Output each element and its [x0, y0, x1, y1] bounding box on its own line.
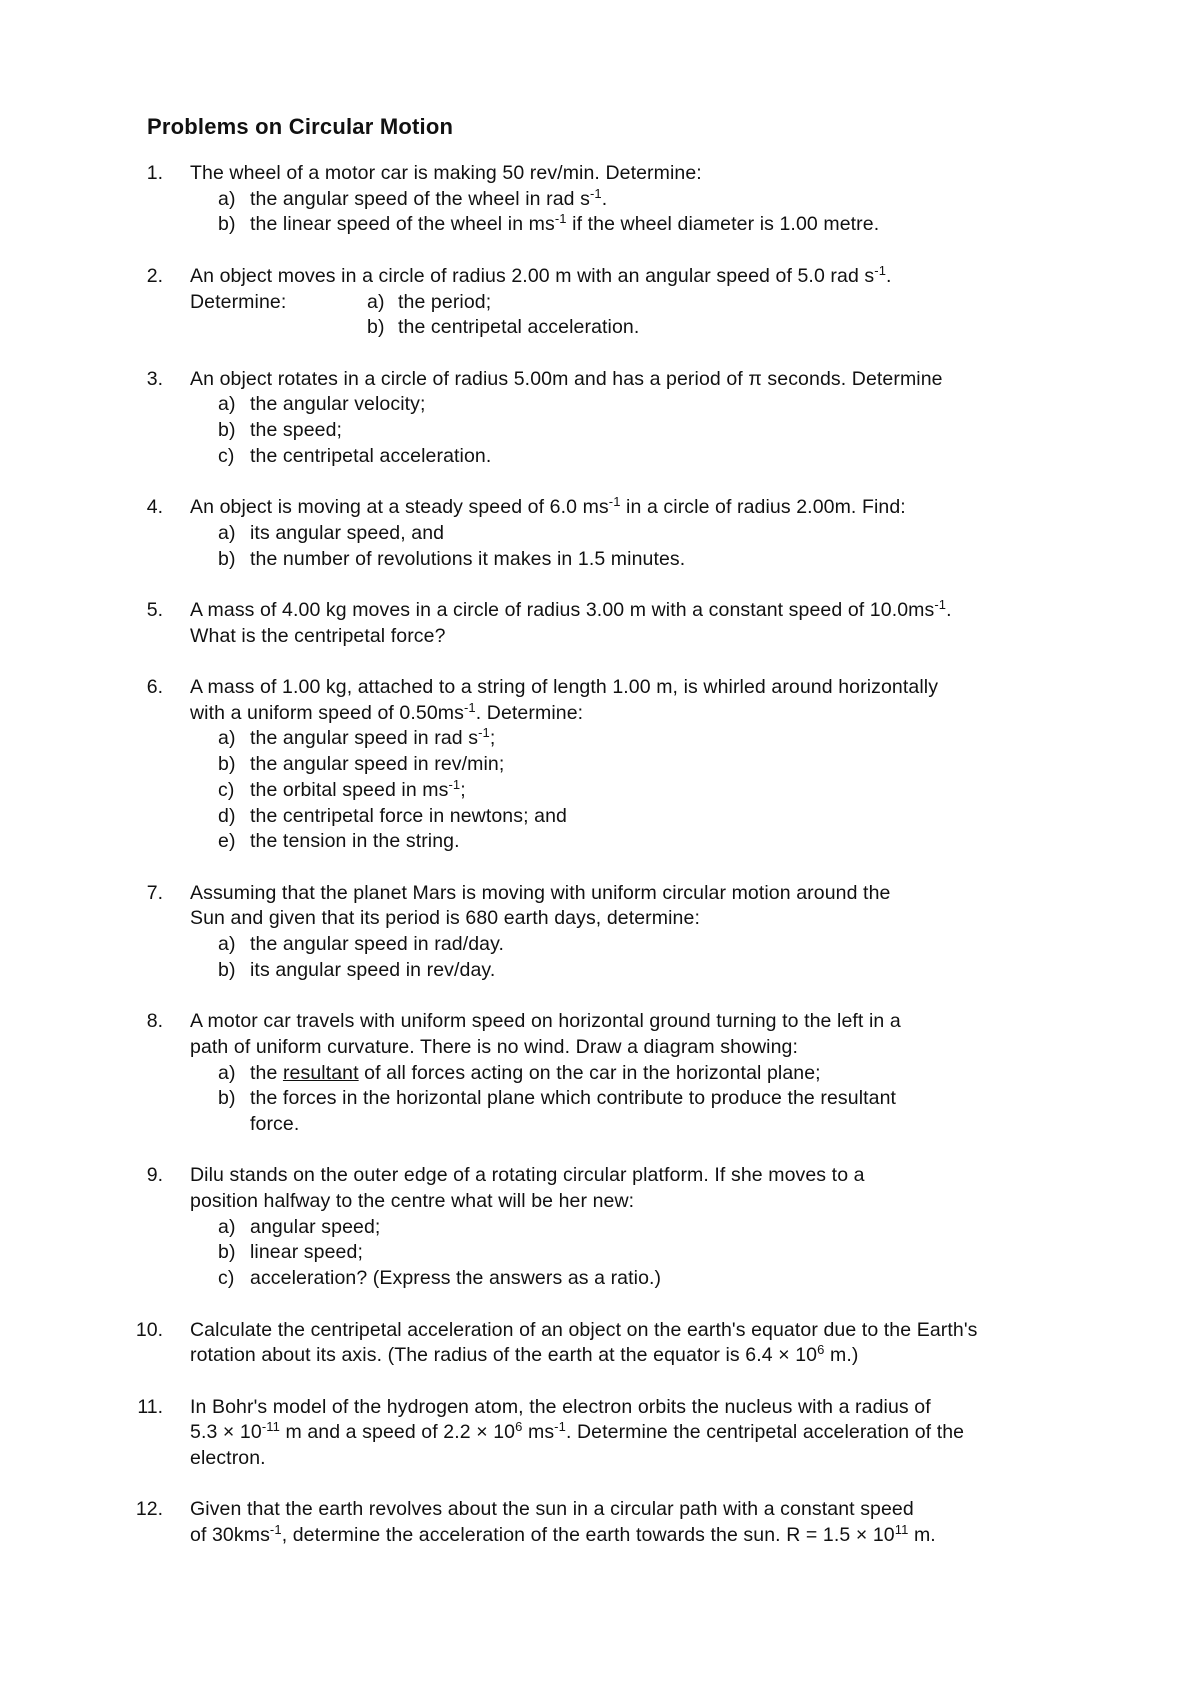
problem-number: 8.: [146, 1010, 163, 1033]
part-text: the centripetal force in newtons; and: [250, 804, 567, 827]
problem-number: 10.: [135, 1318, 163, 1341]
part-label: b): [218, 547, 236, 570]
problem-text-line: of 30kms$^{-1}$, determine the acceleration of the earth towards the sun. $R = 1.5 \times 10^{11}$ m.: [190, 1522, 936, 1547]
problem-number: 6.: [146, 676, 163, 698]
problem-text-line: Calculate the centripetal acceleration of an object on the earth's equator due to the Earth's: [190, 1318, 978, 1341]
problem-text-line: The wheel of a motor car is making 50 rev/min. Determine:: [190, 162, 702, 184]
part-text: the orbital speed in $ms^{-1}$;: [250, 776, 466, 801]
part-text: the angular speed in rev/min;: [250, 753, 505, 776]
problem-number: 4.: [146, 496, 163, 519]
part-label: a): [367, 290, 385, 313]
part-label: a): [218, 727, 236, 750]
part-label: c): [218, 1267, 235, 1290]
problem-number: 12.: [135, 1498, 163, 1521]
underlined-word: resultant: [282, 1061, 359, 1084]
problem-text-line: An object is moving at a steady speed of 6.0 $ms^{-1}$ in a circle of radius 2.00m. Find:: [190, 494, 906, 519]
part-text-continuation: force.: [250, 1112, 300, 1135]
problem-number: 1.: [146, 162, 163, 184]
problem-text-line: An object moves in a circle of radius 2.00 m with an angular speed of 5.0 rad $s^{-1}$.: [190, 262, 892, 287]
part-label: b): [367, 316, 385, 339]
part-text: the tension in the string.: [250, 830, 460, 853]
part-label: b): [218, 213, 236, 236]
problem-text-line: An object rotates in a circle of radius 5.00m and has a period of π seconds. Determine: [190, 367, 943, 390]
problem-text-line: path of uniform curvature. There is no wind. Draw a diagram showing:: [190, 1035, 798, 1058]
part-text: the angular speed of the wheel in rad $s^{-1}$.: [250, 185, 608, 210]
part-label: d): [218, 804, 236, 827]
part-label: a): [218, 187, 236, 210]
part-label: e): [218, 830, 236, 853]
part-text: the speed;: [250, 419, 343, 441]
part-label: c): [218, 778, 235, 801]
problem-text-line: A motor car travels with uniform speed on horizontal ground turning to the left in a: [190, 1010, 901, 1033]
part-label: a): [218, 1061, 236, 1084]
problem-text-line: In Bohr's model of the hydrogen atom, the electron orbits the nucleus with a radius of: [190, 1395, 931, 1418]
part-label: c): [218, 444, 235, 467]
problem-number: 11.: [137, 1395, 163, 1418]
problem-text-line: Dilu stands on the outer edge of a rotating circular platform. If she moves to a: [190, 1164, 865, 1187]
part-label: a): [218, 1215, 236, 1238]
problem-text-line: electron.: [190, 1447, 266, 1469]
part-label: b): [218, 958, 236, 981]
problem-text-line: A mass of 4.00 kg moves in a circle of radius 3.00 m with a constant speed of $10.0ms^{-1}$.: [190, 596, 952, 621]
problem-text-line: What is the centripetal force?: [190, 624, 446, 647]
part-label: a): [218, 933, 236, 955]
page-title: Problems on Circular Motion: [147, 114, 454, 139]
part-text: acceleration? (Express the answers as a ratio.): [250, 1267, 662, 1290]
part-text: the linear speed of the wheel in $ms^{-1}$ if the wheel diameter is 1.00 metre.: [250, 211, 880, 236]
determine-label: Determine:: [190, 290, 287, 313]
part-text: the angular velocity;: [250, 393, 426, 416]
part-text: [250, 1060, 821, 1086]
part-text: linear speed;: [250, 1241, 363, 1264]
problem-number: 7.: [146, 881, 163, 904]
part-label: a): [218, 521, 236, 544]
part-text: the angular speed in rad $s^{-1}$;: [250, 725, 496, 750]
problem-text-line: rotation about its axis. (The radius of the earth at the equator is $6.4 \times 10^6$ m.): [190, 1342, 859, 1367]
part-label: b): [218, 1087, 236, 1110]
part-text: the forces in the horizontal plane which contribute to produce the resultant: [250, 1087, 897, 1110]
problem-number: 5.: [146, 598, 163, 621]
part-text: its angular speed, and: [250, 521, 445, 544]
problem-text-line: position halfway to the centre what will be her new:: [190, 1190, 635, 1212]
problem-text-line: $5.3 \times 10^{-11}$ m and a speed of $2.2 \times 10^6$ $ms^{-1}$. Determine the centripetal acceleration of the: [190, 1419, 965, 1444]
part-text-after: of all forces acting on the car in the horizontal plane;: [358, 1061, 821, 1084]
part-label: b): [218, 1241, 236, 1264]
problem-text-line: A mass of 1.00 kg, attached to a string of length 1.00 m, is whirled around horizontally: [190, 676, 939, 698]
part-text: the centripetal acceleration.: [250, 444, 492, 467]
problem-text-line: Assuming that the planet Mars is moving with uniform circular motion around the: [190, 881, 891, 904]
problem-number: 9.: [146, 1164, 163, 1187]
part-text: the centripetal acceleration.: [398, 316, 640, 339]
problem-number: 2.: [146, 264, 163, 287]
part-text: angular speed;: [250, 1215, 381, 1238]
part-text: the number of revolutions it makes in 1.5 minutes.: [250, 547, 686, 570]
problem-text-line: Sun and given that its period is 680 earth days, determine:: [190, 907, 700, 930]
part-text: the angular speed in rad/day.: [250, 933, 505, 955]
part-label: b): [218, 419, 236, 441]
problem-text-line: with a uniform speed of $0.50ms^{-1}$. Determine:: [190, 699, 584, 724]
part-label: b): [218, 753, 236, 776]
part-label: a): [218, 393, 236, 416]
problem-text-line: Given that the earth revolves about the sun in a circular path with a constant speed: [190, 1498, 914, 1521]
problem-number: 3.: [146, 367, 163, 390]
part-text: the period;: [398, 290, 492, 313]
part-text-before: the: [250, 1061, 283, 1084]
part-text: its angular speed in rev/day.: [250, 958, 496, 981]
